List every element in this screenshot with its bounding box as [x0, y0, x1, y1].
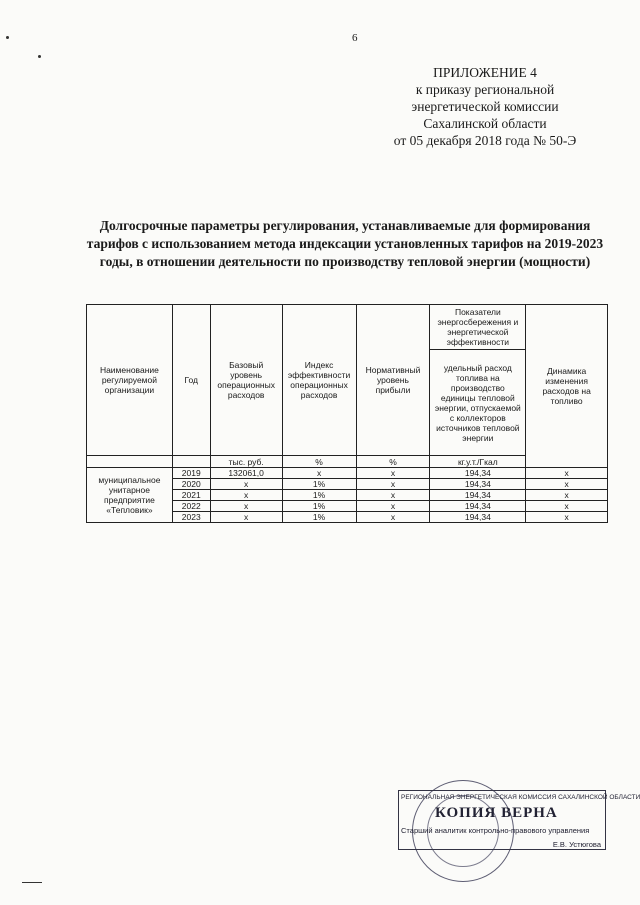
header-fuel: удельный расход топлива на производство единицы тепловой энергии, отпускаемой с коллекторов источников тепловой энергии	[430, 350, 526, 456]
cell-norm: х	[356, 468, 430, 479]
cell-index: 1%	[282, 512, 356, 523]
cell-year: 2020	[172, 479, 210, 490]
stamp-position: Старший аналитик контрольно-правового управления	[401, 826, 590, 835]
unit-norm: %	[356, 456, 430, 468]
stamp-signer: Е.В. Устюгова	[552, 840, 601, 849]
header-org: Наименование регулируемой организации	[87, 305, 173, 456]
header-year: Год	[172, 305, 210, 456]
cell-year: 2022	[172, 501, 210, 512]
cell-index: х	[282, 468, 356, 479]
cell-fuel: 194,34	[430, 501, 526, 512]
header-energy-group: Показатели энергосбережения и энергетической эффективности	[430, 305, 526, 350]
unit-fuel: кг.у.т./Гкал	[430, 456, 526, 468]
cell-year: 2019	[172, 468, 210, 479]
cell-dynamics: х	[526, 468, 608, 479]
cell-norm: х	[356, 479, 430, 490]
page-number: 6	[352, 32, 358, 44]
cell-fuel: 194,34	[430, 468, 526, 479]
cell-dynamics: х	[526, 479, 608, 490]
cell-base: х	[210, 490, 282, 501]
parameters-table	[86, 304, 608, 523]
cell-base: х	[210, 479, 282, 490]
cell-norm: х	[356, 490, 430, 501]
cell-year: 2023	[172, 512, 210, 523]
cell-dynamics: х	[526, 490, 608, 501]
unit-index: %	[282, 456, 356, 468]
header-norm: Нормативный уровень прибыли	[356, 305, 430, 456]
appendix-line: к приказу региональной	[415, 82, 555, 97]
org-name: муниципальное унитарное предприятие «Тепловик»	[87, 468, 173, 523]
scan-dot	[6, 36, 9, 39]
cell-base: 132061,0	[210, 468, 282, 479]
cell-index: 1%	[282, 501, 356, 512]
scan-dot	[38, 55, 41, 58]
stamp-copy-label: КОПИЯ ВЕРНА	[435, 805, 558, 821]
appendix-header	[370, 64, 600, 149]
stamp-organization: РЕГИОНАЛЬНАЯ ЭНЕРГЕТИЧЕСКАЯ КОМИССИЯ САХАЛИНСКОЙ ОБЛАСТИ	[401, 794, 640, 801]
appendix-line: энергетической комиссии	[411, 99, 559, 114]
cell-year: 2021	[172, 490, 210, 501]
document-title: Долгосрочные параметры регулирования, устанавливаемые для формирования тарифов с использованием метода индексации установленных тарифов на 2019-2023 годы, в отношении деятельности по производству тепловой энергии (мощности)	[86, 218, 604, 269]
table-row	[87, 468, 608, 479]
cell-fuel: 194,34	[430, 490, 526, 501]
copy-stamp-box	[398, 790, 640, 850]
margin-mark	[22, 882, 42, 883]
cell-dynamics: х	[526, 512, 608, 523]
appendix-line: Сахалинской области	[423, 116, 547, 131]
cell-base: х	[210, 512, 282, 523]
appendix-title: ПРИЛОЖЕНИЕ 4	[433, 65, 537, 80]
header-dynamics: Динамика изменения расходов на топливо	[526, 305, 608, 468]
cell-index: 1%	[282, 479, 356, 490]
cell-norm: х	[356, 512, 430, 523]
appendix-date: от 05 декабря 2018 года № 50-Э	[393, 133, 577, 148]
unit-empty	[87, 456, 173, 468]
certification-stamp	[398, 780, 640, 895]
cell-fuel: 194,34	[430, 512, 526, 523]
cell-norm: х	[356, 501, 430, 512]
header-index: Индекс эффективности операционных расходов	[282, 305, 356, 456]
cell-dynamics: х	[526, 501, 608, 512]
header-base: Базовый уровень операционных расходов	[210, 305, 282, 456]
unit-base: тыс. руб.	[210, 456, 282, 468]
cell-index: 1%	[282, 490, 356, 501]
unit-empty	[172, 456, 210, 468]
cell-base: х	[210, 501, 282, 512]
cell-fuel: 194,34	[430, 479, 526, 490]
